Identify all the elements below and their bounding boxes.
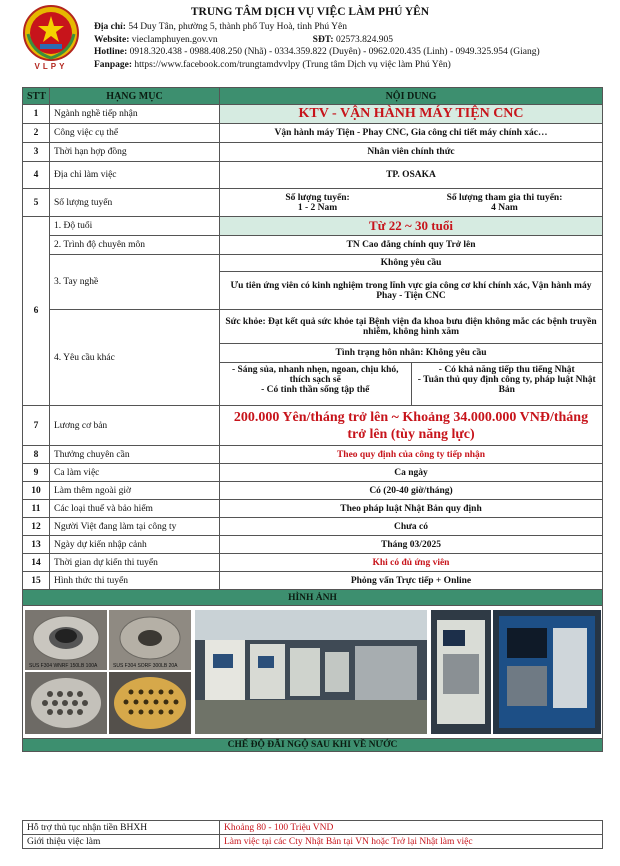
table-row: 3 Thời hạn hợp đồng Nhân viên chính thức: [23, 143, 603, 162]
table-row: 2 Công việc cụ thể Vận hành máy Tiện - Phay CNC, Gia công chi tiết máy chính xác…: [23, 124, 603, 143]
benefits-header: CHẾ ĐỘ ĐÃI NGỘ SAU KHI VỀ NƯỚC: [23, 739, 603, 752]
table-row: 4 Địa chỉ làm việc TP. OSAKA: [23, 162, 603, 189]
perforated-plate-photo-1: [25, 672, 107, 734]
col-category: HẠNG MỤC: [50, 88, 220, 105]
hotline-line: Hotline: 0918.320.438 - 0988.408.250 (Nhã) - 0334.359.822 (Duyên) - 0962.020.435 (Linh) - 0949.325.954 (Giang): [94, 47, 540, 57]
factory-photo: [195, 610, 427, 734]
table-row: 7 Lương cơ bản 200.000 Yên/tháng trở lên ~ Khoảng 34.000.000 VNĐ/tháng trở lên (tùy năng lực): [23, 406, 603, 446]
table-row: 10 Làm thêm ngoài giờ Có (20-40 giờ/tháng): [23, 482, 603, 500]
website-line: Website: vieclamphuyen.gov.vn SĐT: 02573.824.905: [94, 34, 393, 45]
col-stt: STT: [23, 88, 50, 105]
salary: 200.000 Yên/tháng trở lên ~ Khoảng 34.000.000 VNĐ/tháng trở lên (tùy năng lực): [220, 406, 603, 446]
table-header: [23, 88, 603, 105]
cnc-machine-photo-1: [431, 610, 491, 734]
table-row: 6 1. Độ tuổi Từ 22 ~ 30 tuổi: [23, 217, 603, 236]
table-row: Giới thiệu việc làm Làm việc tại các Cty Nhật Bản tại VN hoặc Trở lại Nhật làm việc: [23, 835, 603, 849]
images-row: [23, 606, 603, 739]
table-row: 15 Hình thức thi tuyển Phỏng vấn Trực tiếp + Online: [23, 572, 603, 590]
flange-photo-2: [109, 610, 191, 670]
table-row: 3. Tay nghề Không yêu cầu: [23, 255, 603, 272]
perforated-plate-photo-2: [109, 672, 191, 734]
svg-text:SUS F304 WNRF 150LB 100A: SUS F304 WNRF 150LB 100A: [29, 663, 98, 669]
table-row: Ưu tiên ứng viên có kinh nghiệm trong lĩnh vực gia công cơ khí chính xác, Vận hành máy Phay - Tiện CNC: [23, 272, 603, 310]
job-table: [22, 87, 603, 752]
col-content: NỘI DUNG: [220, 88, 603, 105]
fanpage-line: Fanpage: https://www.facebook.com/trungtamdvvlpy (Trung tâm Dịch vụ việc làm Phú Yên): [94, 59, 451, 70]
table-row: 2. Trình độ chuyên môn TN Cao đẳng chính quy Trở lên: [23, 236, 603, 255]
table-row: 8 Thưởng chuyên cần Theo quy định của công ty tiếp nhận: [23, 446, 603, 464]
table-row: 11 Các loại thuế và bảo hiểm Theo pháp luật Nhật Bản quy định: [23, 500, 603, 518]
table-row: 1 Ngành nghề tiếp nhận KTV - VẬN HÀNH MÁY TIỆN CNC: [23, 105, 603, 124]
address-line: Địa chỉ: 54 Duy Tân, phường 5, thành phố Tuy Hoà, tỉnh Phú Yên: [94, 22, 347, 32]
table-row: 5 Số lượng tuyển Số lượng tuyển: 1 - 2 Nam Số lượng tham gia thi tuyển: 4 Nam: [23, 189, 603, 217]
phone: 02573.824.905: [335, 34, 393, 45]
flange-photo-1: [25, 610, 107, 670]
table-row: Hỗ trợ thủ tục nhận tiền BHXH Khoảng 80 - 100 Triệu VND: [23, 821, 603, 835]
website-link[interactable]: vieclamphuyen.gov.vn: [131, 34, 218, 45]
table-row: 9 Ca làm việc Ca ngày: [23, 464, 603, 482]
contact-info: [94, 21, 614, 71]
benefits-table: [22, 820, 603, 849]
org-title: TRUNG TÂM DỊCH VỤ VIỆC LÀM PHÚ YÊN: [190, 6, 430, 18]
table-row: - Sáng sủa, nhanh nhẹn, ngoan, chịu khó, thích sạch sẽ - Có tinh thần sống tập thể - Có khả năng tiếp thu tiếng Nhật - Tuân thủ quy định công ty, pháp luật Nhật Bản: [23, 363, 603, 406]
fanpage-link[interactable]: https://www.facebook.com/trungtamdvvlpy (Trung tâm Dịch vụ việc làm Phú Yên): [134, 59, 451, 70]
cnc-machine-photo-2: [493, 610, 601, 734]
address: 54 Duy Tân, phường 5, thành phố Tuy Hoà, tỉnh Phú Yên: [128, 22, 347, 32]
hotline: 0918.320.438 - 0988.408.250 (Nhã) - 0334.359.822 (Duyên) - 0962.020.435 (Linh) - 0949.325.954 (Giang): [129, 47, 540, 57]
images-header: HÌNH ẢNH: [23, 590, 603, 606]
table-row: 13 Ngày dự kiến nhập cảnh Tháng 03/2025: [23, 536, 603, 554]
table-row: Tình trạng hôn nhân: Không yêu cầu: [23, 344, 603, 363]
table-row: 12 Người Việt đang làm tại công ty Chưa có: [23, 518, 603, 536]
table-row: 4. Yêu cầu khác Sức khỏe: Đạt kết quả sức khỏe tại Bệnh viện đa khoa bưu điện không mắc các bệnh truyền nhiễm, không hình xăm: [23, 310, 603, 344]
job-title: KTV - VẬN HÀNH MÁY TIỆN CNC: [220, 105, 603, 124]
logo-text: VLPY: [34, 62, 68, 71]
table-row: 14 Thời gian dự kiến thi tuyển Khi có đủ ứng viên: [23, 554, 603, 572]
svg-text:SUS F304 SORF 300LB 20A: SUS F304 SORF 300LB 20A: [113, 663, 178, 669]
page-header: [0, 0, 620, 84]
